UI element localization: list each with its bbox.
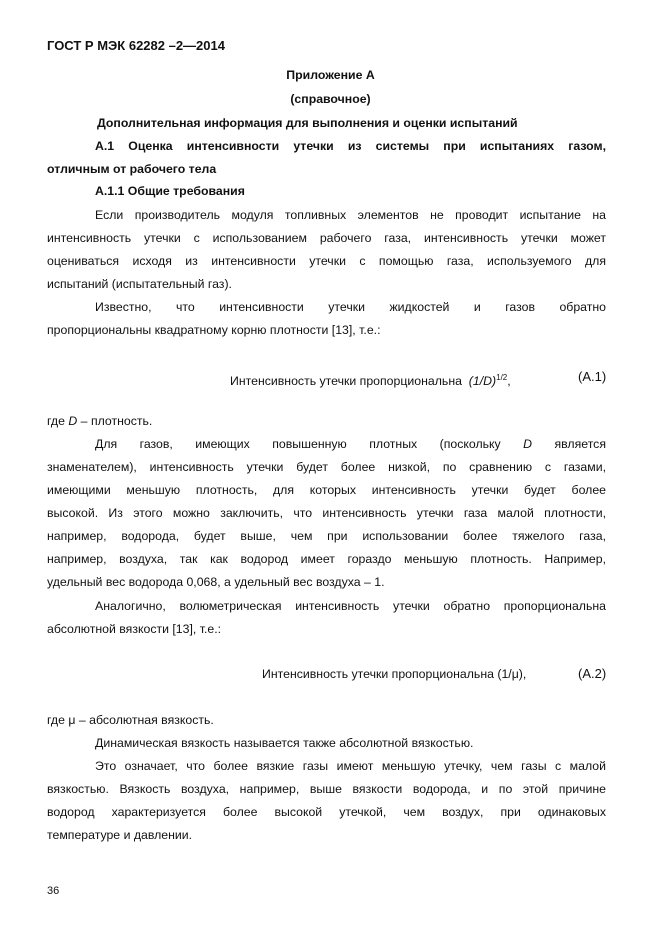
formula-a1-text: Интенсивность утечки пропорциональна xyxy=(230,374,462,388)
document-header: ГОСТ Р МЭК 62282 –2—2014 xyxy=(47,38,225,53)
paragraph-line: например, водорода, будет выше, чем при использовании более тяжелого газа, xyxy=(47,529,606,543)
variable-d: D xyxy=(523,437,533,451)
paragraph-line xyxy=(95,437,606,452)
formula-a1-tail: , xyxy=(507,374,511,388)
paragraph-line: Известно, что интенсивности утечки жидкостей и газов обратно xyxy=(95,300,606,314)
formula-a1-expr: (1/D) xyxy=(468,374,497,388)
paragraph-line: вязкостью. Вязкость воздуха, например, выше вязкости водорода, и по этой причине xyxy=(47,782,606,796)
paragraph-line: водород характеризуется более высокой утечкой, чем воздух, при одинаковых xyxy=(47,805,606,819)
paragraph-line: например, воздуха, так как водород имеет гораздо меньшую плотность. Например, xyxy=(47,552,606,566)
subsection-a1-heading-cont: отличным от рабочего тела xyxy=(47,162,217,176)
equation-number-a1: (А.1) xyxy=(578,369,607,384)
where-clause-density xyxy=(47,414,606,429)
paragraph-line: Если производитель модуля топливных элементов не проводит испытание на xyxy=(95,208,606,222)
paragraph-line: знаменателем), интенсивность утечки будет более низкой, по сравнению с газами, xyxy=(47,460,606,474)
appendix-type: (справочное) xyxy=(290,92,371,106)
paragraph-line: температуре и давлении. xyxy=(47,828,193,842)
paragraph-line: интенсивность утечки с использованием рабочего газа, интенсивность утечки может xyxy=(47,231,606,245)
paragraph-line: имеющими меньшую плотность, для которых интенсивность утечки будет более xyxy=(47,483,606,497)
paragraph-line: Динамическая вязкость называется также абсолютной вязкостью. xyxy=(95,736,474,750)
page-number: 36 xyxy=(47,885,60,897)
subsection-a11-heading: А.1.1 Общие требования xyxy=(95,184,245,198)
where-definition: – плотность. xyxy=(77,414,153,428)
paragraph-line: Это означает, что более вязкие газы имеют меньшую утечку, чем газы с малой xyxy=(95,759,606,773)
section-title: Дополнительная информация для выполнения и оценки испытаний xyxy=(97,116,518,130)
formula-a1-exponent: 1/2 xyxy=(496,373,508,382)
paragraph-line: испытаний (испытательный газ). xyxy=(47,277,232,291)
paragraph-line: высокой. Из этого можно заключить, что интенсивность утечки газа малой плотности, xyxy=(47,506,606,520)
paragraph-line: удельный вес водорода 0,068, а удельный вес воздуха – 1. xyxy=(47,575,385,589)
text-span: Для газов, имеющих повышенную плотных (поскольку xyxy=(95,437,524,451)
paragraph-line: оцениваться исходя из интенсивности утечки с помощью газа, используемого для xyxy=(47,254,606,268)
subsection-a1-heading: А.1 Оценка интенсивности утечки из системы при испытаниях газом, xyxy=(95,139,606,153)
formula-a1 xyxy=(230,370,511,389)
paragraph-line: Аналогично, волюметрическая интенсивность утечки обратно пропорциональна xyxy=(95,599,606,613)
text-span: является xyxy=(532,437,606,451)
paragraph-line: абсолютной вязкости [13], т.е.: xyxy=(47,622,222,636)
where-prefix: где xyxy=(47,414,69,428)
formula-a2: Интенсивность утечки пропорциональна (1/μ), xyxy=(262,667,527,681)
paragraph-line: пропорциональны квадратному корню плотности [13], т.е.: xyxy=(47,323,381,337)
where-clause-viscosity: где μ – абсолютная вязкость. xyxy=(47,713,214,727)
equation-number-a2: (А.2) xyxy=(578,666,607,681)
appendix-title: Приложение А xyxy=(286,68,375,82)
variable-d: D xyxy=(68,414,78,428)
